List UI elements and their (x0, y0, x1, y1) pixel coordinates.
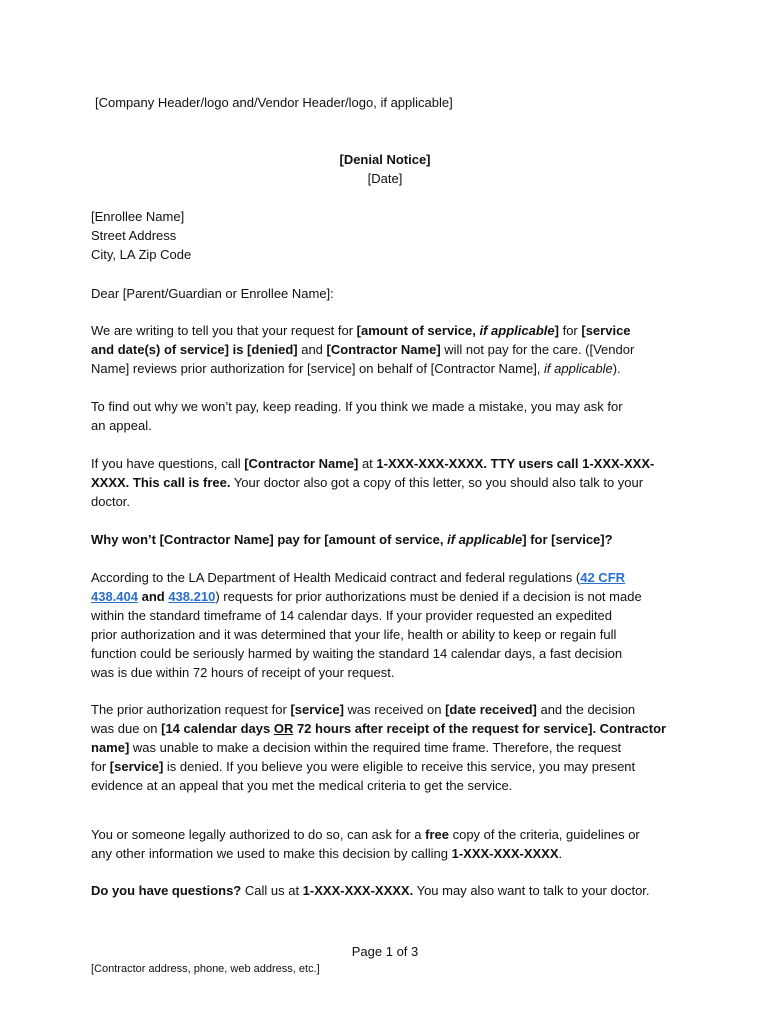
paragraph-request-denied: We are writing to tell you that your request for [amount of service, if applicable] for [service and date(s) of service] is [denied] and [Contractor Name] will not pay for the care. ([Vendor Name] reviews prior authorization for [service] on behalf of [Contractor Name], if applicable). (91, 323, 635, 376)
notice-date: [Date] (367, 171, 403, 186)
footer-contractor-address: [Contractor address, phone, web address, etc.] (91, 963, 320, 975)
paragraph-questions: Do you have questions? Call us at 1-XXX-XXX-XXXX. You may also want to talk to your doctor. (91, 883, 650, 898)
notice-title: [Denial Notice] (339, 152, 431, 167)
page-number: Page 1 of 3 (351, 944, 419, 959)
section-question-heading: Why won’t [Contractor Name] pay for [amount of service, if applicable] for [service]? (91, 532, 613, 547)
cfr-link-42[interactable]: 42 CFR (580, 570, 626, 585)
paragraph-contact: If you have questions, call [Contractor Name] at 1-XXX-XXX-XXXX. TTY users call 1-XXX-XXX- XXXX. This call is free. Your doctor also got a copy of this letter, so you should also talk to your doctor. (91, 456, 655, 509)
paragraph-free-copy: You or someone legally authorized to do so, can ask for a free copy of the criteria, guidelines or any other information we used to make this decision by calling 1-XXX-XXX-XXXX. (91, 827, 640, 861)
cfr-link-438-210[interactable]: 438.210 (168, 589, 216, 604)
paragraph-regulations: According to the LA Department of Health Medicaid contract and federal regulations (42 CFR 438.404 and 438.210) requests for prior authorizations must be denied if a decision is not made within the standard timeframe of 14 calendar days. If your provider requested an expedited prior authorization and it was determined that your life, health or ability to keep or regain full function could be seriously harmed by waiting the standard 14 calendar days, a fast decision was is due within 72 hours of receipt of your request. (91, 570, 642, 680)
notice-title-block (0, 150, 770, 188)
city-zip: City, LA Zip Code (91, 247, 192, 262)
salutation: Dear [Parent/Guardian or Enrollee Name]: (91, 286, 334, 301)
company-header-placeholder: [Company Header/logo and/Vendor Header/logo, if applicable] (95, 95, 453, 110)
paragraph-request-timeline: The prior authorization request for [service] was received on [date received] and the decision was due on [14 calendar days OR 72 hours after receipt of the request for service]. Contractor name] was unable to make a decision within the required time frame. Therefore, the request for [service] is denied. If you believe you were eligible to receive this service, you may present evidence at an appeal that you met the medical criteria to get the service. (91, 702, 667, 793)
enrollee-address (91, 207, 691, 264)
street-address: Street Address (91, 228, 177, 243)
cfr-link-438-404[interactable]: 438.404 (91, 589, 138, 604)
enrollee-name: [Enrollee Name] (91, 209, 185, 224)
paragraph-appeal-info: To find out why we won’t pay, keep reading. If you think we made a mistake, you may ask for an appeal. (91, 399, 623, 433)
